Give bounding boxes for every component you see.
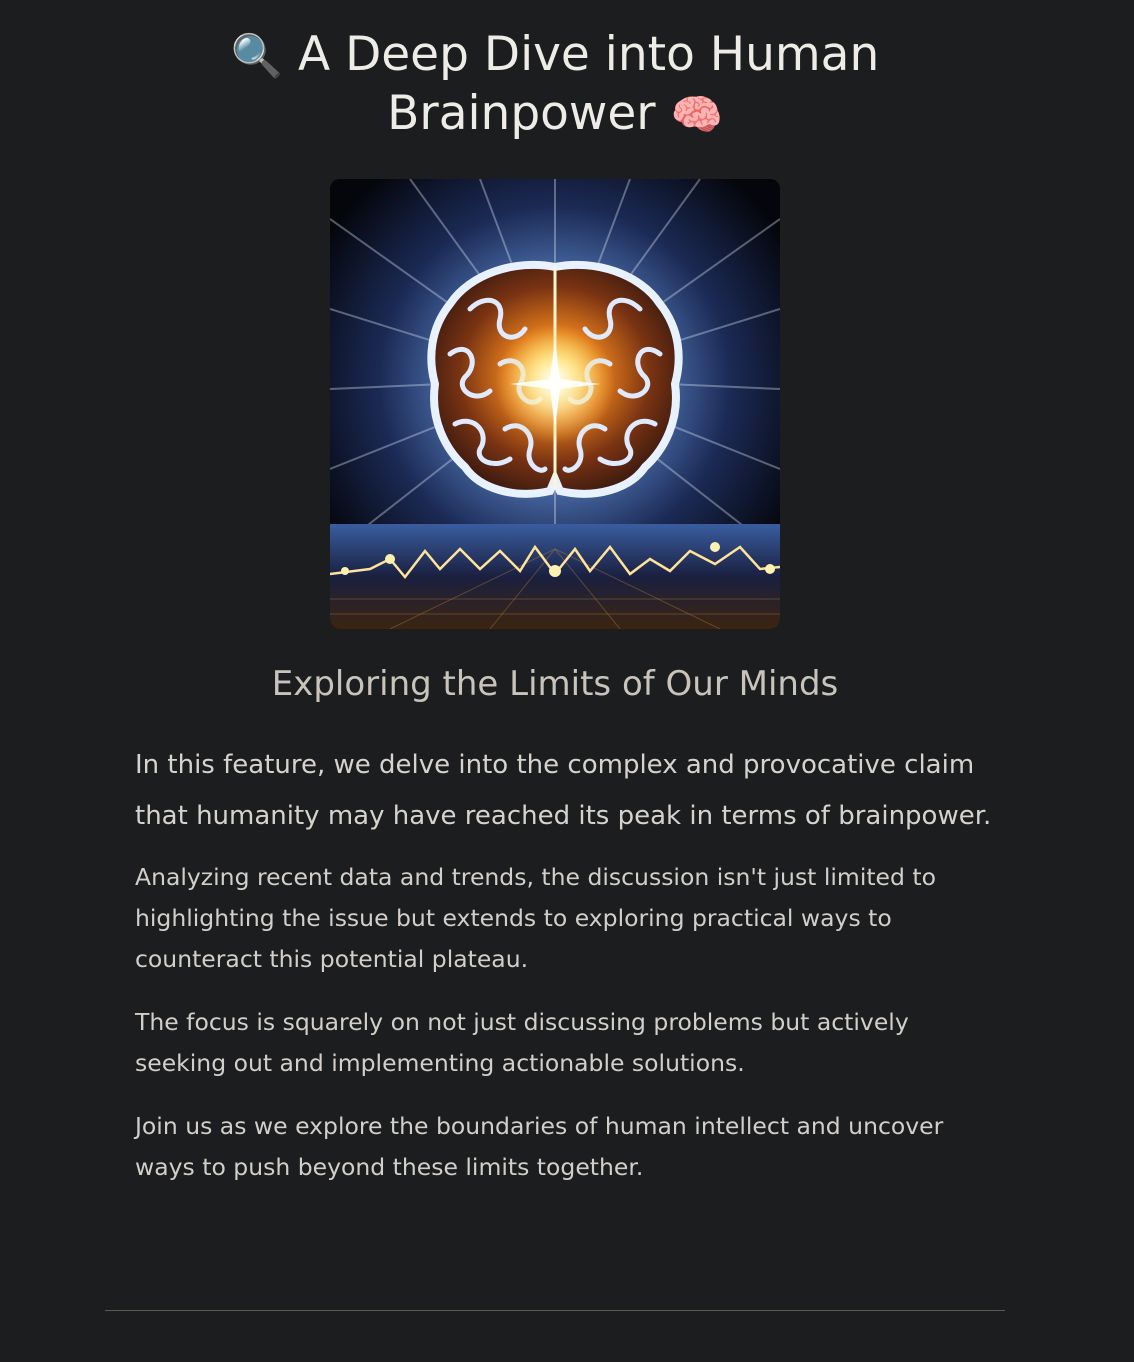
lead-paragraph: In this feature, we delve into the complex and provocative claim that humanity may have reached its peak in terms of brainpower. bbox=[135, 750, 992, 831]
magnifier-icon: 🔍 bbox=[230, 31, 284, 80]
hero-image bbox=[330, 179, 780, 629]
section-divider bbox=[105, 1310, 1005, 1311]
body-paragraph-2: The focus is squarely on not just discussing problems but actively seeking out and implementing actionable solutions. bbox=[135, 1008, 909, 1077]
brain-icon: 🧠 bbox=[670, 90, 723, 139]
page-title bbox=[0, 26, 1110, 144]
glowing-brain-illustration bbox=[330, 179, 780, 629]
title-line-1: A Deep Dive into Human bbox=[297, 27, 880, 82]
article-subtitle: Exploring the Limits of Our Minds bbox=[271, 664, 839, 704]
body-paragraph-1: Analyzing recent data and trends, the discussion isn't just limited to highlighting the issue but extends to exploring practical ways to counteract this potential plateau. bbox=[135, 863, 936, 973]
body-paragraph-3: Join us as we explore the boundaries of human intellect and uncover ways to push beyond these limits together. bbox=[135, 1112, 944, 1181]
title-line-2: Brainpower bbox=[387, 86, 656, 141]
article-body bbox=[135, 740, 995, 1210]
